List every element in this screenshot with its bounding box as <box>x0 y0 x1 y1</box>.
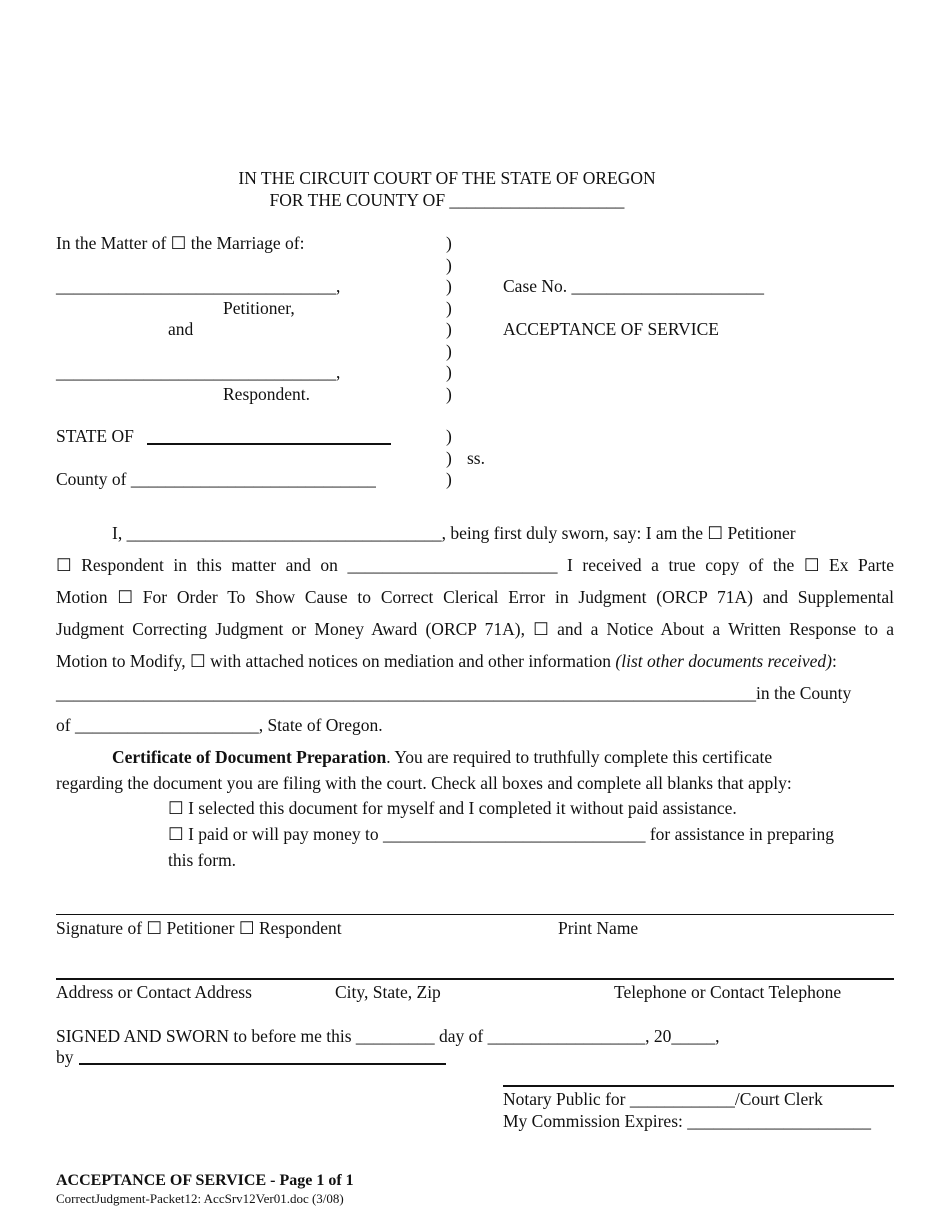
by-line <box>79 1063 446 1065</box>
signature-line <box>56 914 894 915</box>
certificate-heading: Certificate of Document Preparation <box>112 747 387 767</box>
court-title: IN THE CIRCUIT COURT OF THE STATE OF OREGON <box>238 168 656 188</box>
respondent-blank: ________________________________, <box>56 362 341 382</box>
affidavit-line-7: of _____________________, State of Oregon. <box>56 715 383 735</box>
county-title: FOR THE COUNTY OF ____________________ <box>269 190 625 210</box>
caption-paren: ) <box>446 233 452 253</box>
certificate-intro-text: . You are required to truthfully complete this certificate <box>386 747 773 767</box>
documents-received-note: (list other documents received) <box>615 651 832 671</box>
caption-paren: ) <box>446 298 452 318</box>
documents-blank: ________________________________________________________________________________ <box>56 683 756 703</box>
petitioner-blank: ________________________________, <box>56 276 341 296</box>
affidavit-line-6 <box>56 683 851 704</box>
venue-paren: ) <box>446 426 452 446</box>
caption-paren: ) <box>446 319 452 339</box>
by-label: by <box>56 1047 74 1067</box>
affidavit-line-3: Motion ☐ For Order To Show Cause to Correct Clerical Error in Judgment (ORCP 71A) and Supplemental <box>56 587 894 607</box>
certificate-option-2-cont: this form. <box>168 850 237 870</box>
certificate-option-1: ☐ I selected this document for myself and I completed it without paid assistance. <box>168 798 737 818</box>
telephone-label: Telephone or Contact Telephone <box>614 982 842 1002</box>
county-of-label: County of ____________________________ <box>56 469 376 489</box>
case-number: Case No. ______________________ <box>503 276 765 296</box>
caption-paren: ) <box>446 341 452 361</box>
affidavit-line-5-text: Motion to Modify, ☐ with attached notices on mediation and other information <box>56 651 616 671</box>
certificate-intro <box>112 747 772 768</box>
notary-signature-line <box>503 1085 894 1087</box>
affidavit-line-1: I, ____________________________________, being first duly sworn, say: I am the ☐ Petitioner <box>112 523 796 543</box>
city-state-zip-label: City, State, Zip <box>335 982 441 1002</box>
print-name-label: Print Name <box>558 918 639 938</box>
document-title: ACCEPTANCE OF SERVICE <box>503 319 719 339</box>
state-of-line <box>147 443 391 445</box>
venue-paren: ) <box>446 448 452 468</box>
address-line <box>56 978 894 980</box>
ss-label: ss. <box>467 448 485 468</box>
and-label: and <box>168 319 194 339</box>
affidavit-line-4: Judgment Correcting Judgment or Money Award (ORCP 71A), ☐ and a Notice About a Written Response to a <box>56 619 894 639</box>
caption-paren: ) <box>446 255 452 275</box>
state-of-label: STATE OF <box>56 426 134 446</box>
address-label: Address or Contact Address <box>56 982 252 1002</box>
certificate-intro-2: regarding the document you are filing with the court. Check all boxes and complete all blanks that apply: <box>56 773 792 793</box>
caption-paren: ) <box>446 362 452 382</box>
caption-paren: ) <box>446 384 452 404</box>
certificate-option-2: ☐ I paid or will pay money to ______________________________ for assistance in preparing <box>168 824 834 844</box>
respondent-label: Respondent. <box>223 384 311 404</box>
petitioner-label: Petitioner, <box>223 298 295 318</box>
matter-of: In the Matter of ☐ the Marriage of: <box>56 233 305 253</box>
signed-sworn-line: SIGNED AND SWORN to before me this _________ day of __________________, 20_____, <box>56 1026 720 1046</box>
caption-paren: ) <box>446 276 452 296</box>
signature-of-label: Signature of ☐ Petitioner ☐ Respondent <box>56 918 342 938</box>
notary-public-label: Notary Public for ____________/Court Clerk <box>503 1089 823 1109</box>
page-footer-docid: CorrectJudgment-Packet12: AccSrv12Ver01.doc (3/08) <box>56 1191 344 1206</box>
affidavit-line-5-colon: : <box>831 651 837 671</box>
affidavit-line-5 <box>56 651 837 672</box>
affidavit-line-2: ☐ Respondent in this matter and on ________________________ I received a true copy of the ☐ Ex Parte <box>56 555 894 575</box>
commission-expires-label: My Commission Expires: _____________________ <box>503 1111 871 1131</box>
venue-paren: ) <box>446 469 452 489</box>
page-footer-title: ACCEPTANCE OF SERVICE - Page 1 of 1 <box>56 1172 354 1189</box>
in-the-county: in the County <box>756 683 852 703</box>
